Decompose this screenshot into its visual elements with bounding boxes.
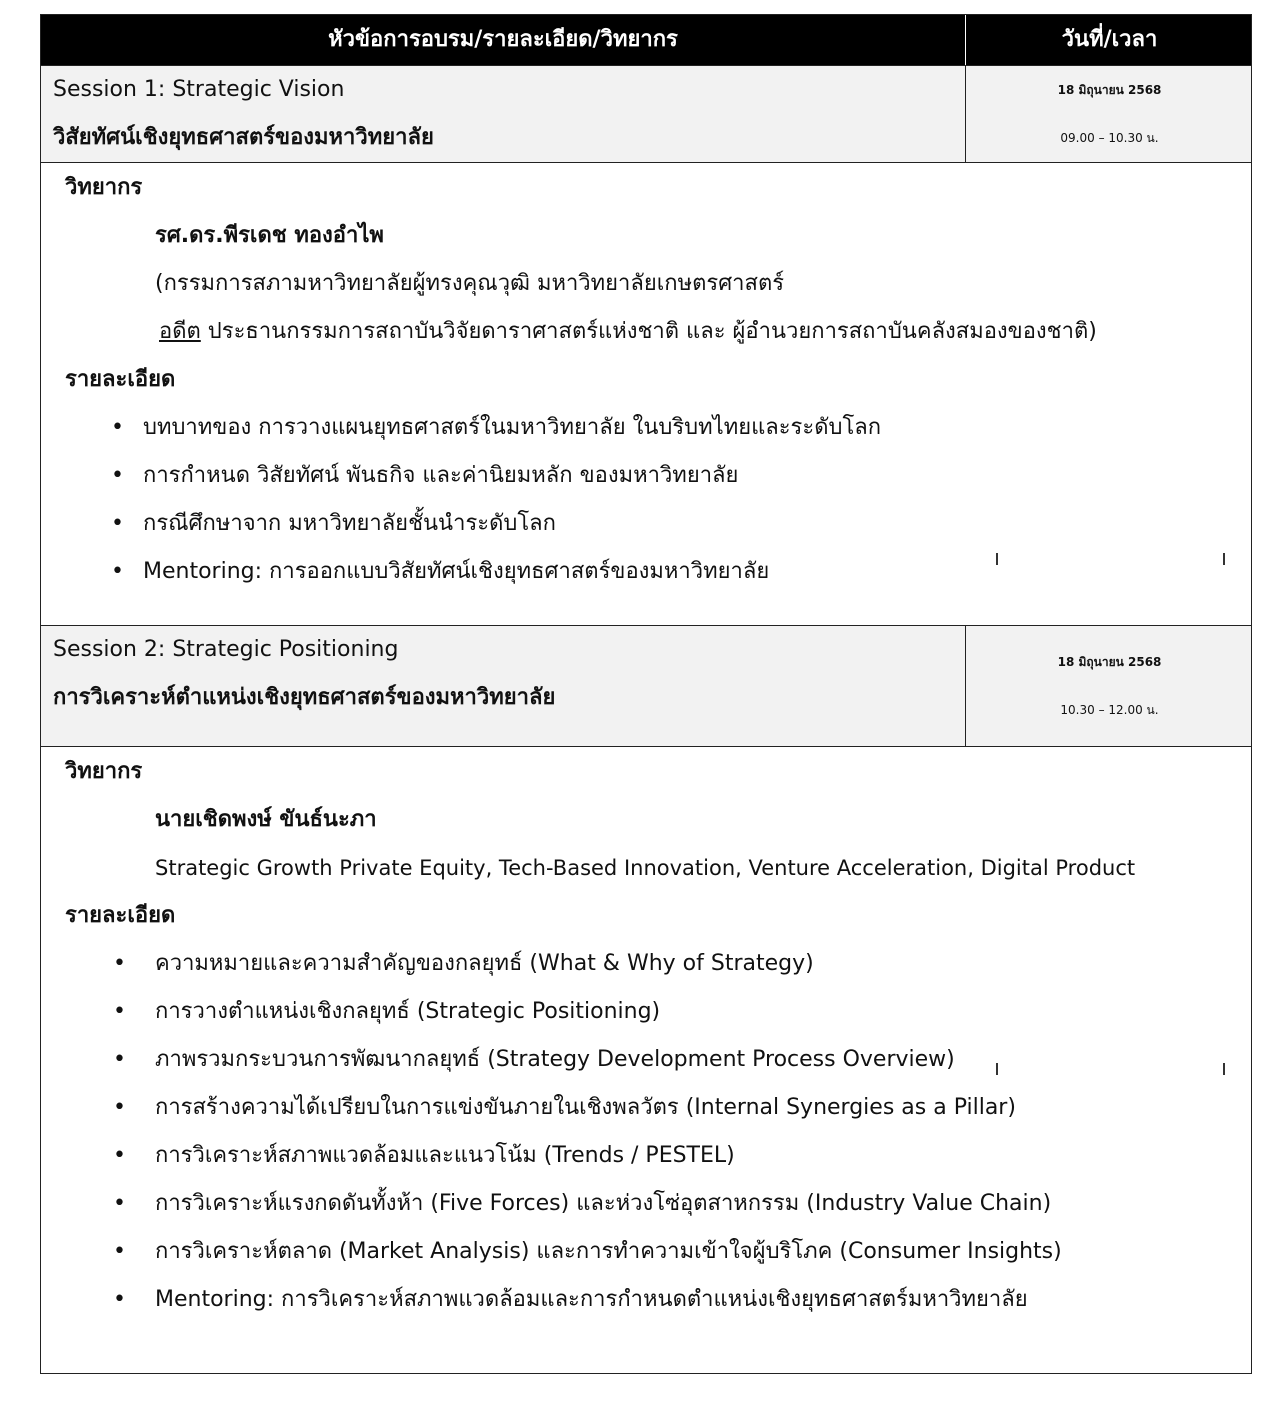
session-2-speaker-heading: วิทยากร [65,759,143,784]
bullet-icon: • [113,1047,126,1072]
session-1-time: 09.00 – 10.30 น. [1060,131,1159,145]
list-item: การวิเคราะห์สภาพแวดล้อมและแนวโน้ม (Trends / PESTEL) [155,1143,735,1168]
session-1-title-en: Session 1: Strategic Vision [53,77,345,102]
bullet-icon: • [113,1095,126,1120]
session-1-speaker-heading: วิทยากร [65,175,143,200]
topic-column-header: หัวข้อการอบรม/รายละเอียด/วิทยากร [41,15,966,65]
session-2-date: 18 มิถุนายน 2568 [1057,655,1162,669]
agenda-table [40,14,1252,1374]
session-1-date: 18 มิถุนายน 2568 [1057,83,1162,97]
column-tick-mark [996,553,998,565]
former-label: อดีต [159,319,201,344]
session-2-speaker-bio-1: Strategic Growth Private Equity, Tech-Based Innovation, Venture Acceleration, Digital Product [155,856,1136,880]
session-1-speaker-bio-2-text: ประธานกรรมการสถาบันวิจัยดาราศาสตร์แห่งชาติ และ ผู้อำนวยการสถาบันคลังสมองของชาติ) [200,319,1097,344]
list-item: กรณีศึกษาจาก มหาวิทยาลัยชั้นนำระดับโลก [143,511,556,536]
session-2-body [41,747,1251,1373]
list-item: การกำหนด วิสัยทัศน์ พันธกิจ และค่านิยมหลัก ของมหาวิทยาลัย [143,463,739,488]
bullet-icon: • [113,999,126,1024]
column-tick-mark [1223,553,1225,565]
session-2-title-row [41,625,1251,747]
session-2-datetime-cell [966,626,1253,746]
session-2-title-cell [41,626,966,746]
list-item: Mentoring: การวิเคราะห์สภาพแวดล้อมและการกำหนดตำแหน่งเชิงยุทธศาสตร์มหาวิทยาลัย [155,1287,1028,1312]
column-tick-mark [1223,1063,1225,1075]
list-item: การวางตำแหน่งเชิงกลยุทธ์ (Strategic Positioning) [155,999,661,1024]
bullet-icon: • [111,559,124,584]
bullet-icon: • [113,1287,126,1312]
list-item: การวิเคราะห์ตลาด (Market Analysis) และการทำความเข้าใจผู้บริโภค (Consumer Insights) [155,1239,1062,1264]
session-1-body [41,163,1251,625]
bullet-icon: • [111,511,124,536]
bullet-icon: • [113,951,126,976]
bullet-icon: • [113,1191,126,1216]
session-2-title-en: Session 2: Strategic Positioning [53,637,399,662]
bullet-icon: • [111,415,124,440]
table-header [41,15,1251,65]
session-2-title-th: การวิเคราะห์ตำแหน่งเชิงยุทธศาสตร์ของมหาวิทยาลัย [53,685,556,710]
session-1-title-row [41,65,1251,163]
column-tick-mark [996,1063,998,1075]
list-item: ความหมายและความสำคัญของกลยุทธ์ (What & Why of Strategy) [155,951,814,976]
session-2-time: 10.30 – 12.00 น. [1060,703,1159,717]
date-column-header: วันที่/เวลา [1061,27,1158,52]
bullet-icon: • [113,1239,126,1264]
session-1-title-th: วิสัยทัศน์เชิงยุทธศาสตร์ของมหาวิทยาลัย [53,125,434,150]
session-1-speaker-bio-2 [159,317,1097,347]
session-1-speaker-name: รศ.ดร.พีรเดช ทองอำไพ [155,223,384,248]
list-item: บทบาทของ การวางแผนยุทธศาสตร์ในมหาวิทยาลัย ในบริบทไทยและระดับโลก [143,415,882,440]
session-1-speaker-bio-1: (กรรมการสภามหาวิทยาลัยผู้ทรงคุณวุฒิ มหาวิทยาลัยเกษตรศาสตร์ [155,271,785,296]
list-item: ภาพรวมกระบวนการพัฒนากลยุทธ์ (Strategy Development Process Overview) [155,1047,955,1072]
bullet-icon: • [111,463,124,488]
session-1-datetime-cell [966,66,1253,162]
session-1-title-cell [41,66,966,162]
session-2-speaker-name: นายเชิดพงษ์ ขันธ์นะภา [155,807,377,832]
list-item: การสร้างความได้เปรียบในการแข่งขันภายในเชิงพลวัตร (Internal Synergies as a Pillar) [155,1095,1016,1120]
session-1-details-heading: รายละเอียด [65,367,176,392]
list-item: Mentoring: การออกแบบวิสัยทัศน์เชิงยุทธศาสตร์ของมหาวิทยาลัย [143,559,770,584]
session-2-details-heading: รายละเอียด [65,903,176,928]
list-item: การวิเคราะห์แรงกดดันทั้งห้า (Five Forces) และห่วงโซ่อุตสาหกรรม (Industry Value Chain) [155,1191,1052,1216]
bullet-icon: • [113,1143,126,1168]
